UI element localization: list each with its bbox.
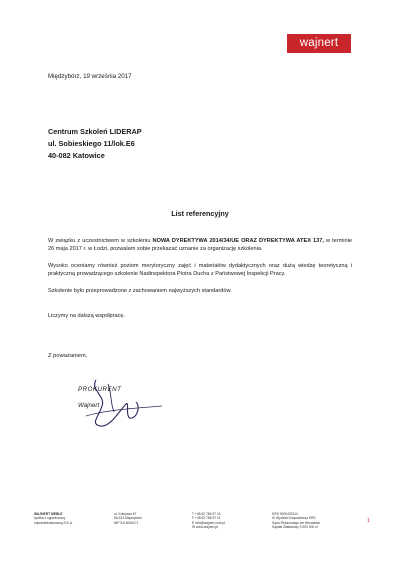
recipient-city: 40-082 Katowice (48, 151, 105, 160)
page-number: 1 (367, 518, 370, 524)
company-logo: wajnert (287, 34, 351, 53)
footer-contact-line: E info@wajnert.com.pl (192, 520, 226, 525)
footer-company (34, 512, 73, 525)
signature-name: Wajnert (78, 402, 100, 409)
recipient-street: ul. Sobieskiego 11/lok.E6 (48, 139, 135, 148)
footer-registry-line: Kapitał Zakładowy 3 000 000 zł (272, 525, 318, 530)
body-p1-text-a: W związku z uczestnictwem w szkoleniu (48, 238, 153, 244)
body-paragraph-1 (48, 237, 352, 253)
letter-title: List referencyjny (171, 209, 229, 218)
footer-address (114, 512, 142, 525)
body-paragraph-3: Szkolenie było przeprowadzone z zachowaniem najwyższych standardów. (48, 288, 232, 294)
footer-address-line: 56-513 Międzybórz (114, 516, 143, 521)
footer-contact-line: W www.wajnert.pl (192, 525, 219, 530)
footer-contact-line: T +48 62 786 97 10 (192, 512, 221, 516)
footer-company-line: odpowiedzialnością S.K.A. (34, 520, 73, 525)
body-p1-training-name: NOWA DYREKTYWA 2014/34/UE ORAZ DYREKTYWA ATEX 137, (152, 238, 324, 244)
closing-salutation: Z poważaniem, (48, 353, 88, 359)
recipient-name: Centrum Szkoleń LIDERAP (48, 127, 142, 136)
footer-address-line: ul. Kolejowa 67 (114, 512, 137, 516)
footer-company-line: spółka z ograniczoną (34, 516, 65, 521)
footer-registry-line: IX Wydział Gospodarczy KRS (272, 516, 316, 521)
signature-role: PROKURENT (78, 386, 122, 393)
footer-registry-line: KRS 0000432114 (272, 512, 298, 516)
footer-address-line: NIP 9113006171 (114, 520, 139, 525)
body-paragraph-4: Liczymy na dalszą współpracę. (48, 313, 126, 319)
body-paragraph-2: Wysoko oceniamy również poziom merytoryczny zajęć i materiałów dydaktycznych oraz dużą wiedzę teoretyczną i praktyczną prowadzącego szkolenie Nadinspektora Piotra Ducha z Państwowej Inspekcji Pracy. (48, 263, 352, 278)
footer-company-line: WAJNERT MEBLE (34, 512, 63, 516)
letter-date: Międzybórz, 19 września 2017 (48, 73, 132, 80)
footer-contact (192, 512, 225, 530)
footer-registry-line: Sądu Rejonowego we Wrocławiu (272, 520, 321, 525)
body-p1-text-c: w terminie 26 maja 2017 r. w Łodzi, pozwalam sobie przekazać uznanie za organizację szkolenia. (48, 238, 353, 253)
footer-registry (272, 512, 320, 530)
footer-contact-line: F +48 62 786 97 11 (192, 516, 221, 521)
